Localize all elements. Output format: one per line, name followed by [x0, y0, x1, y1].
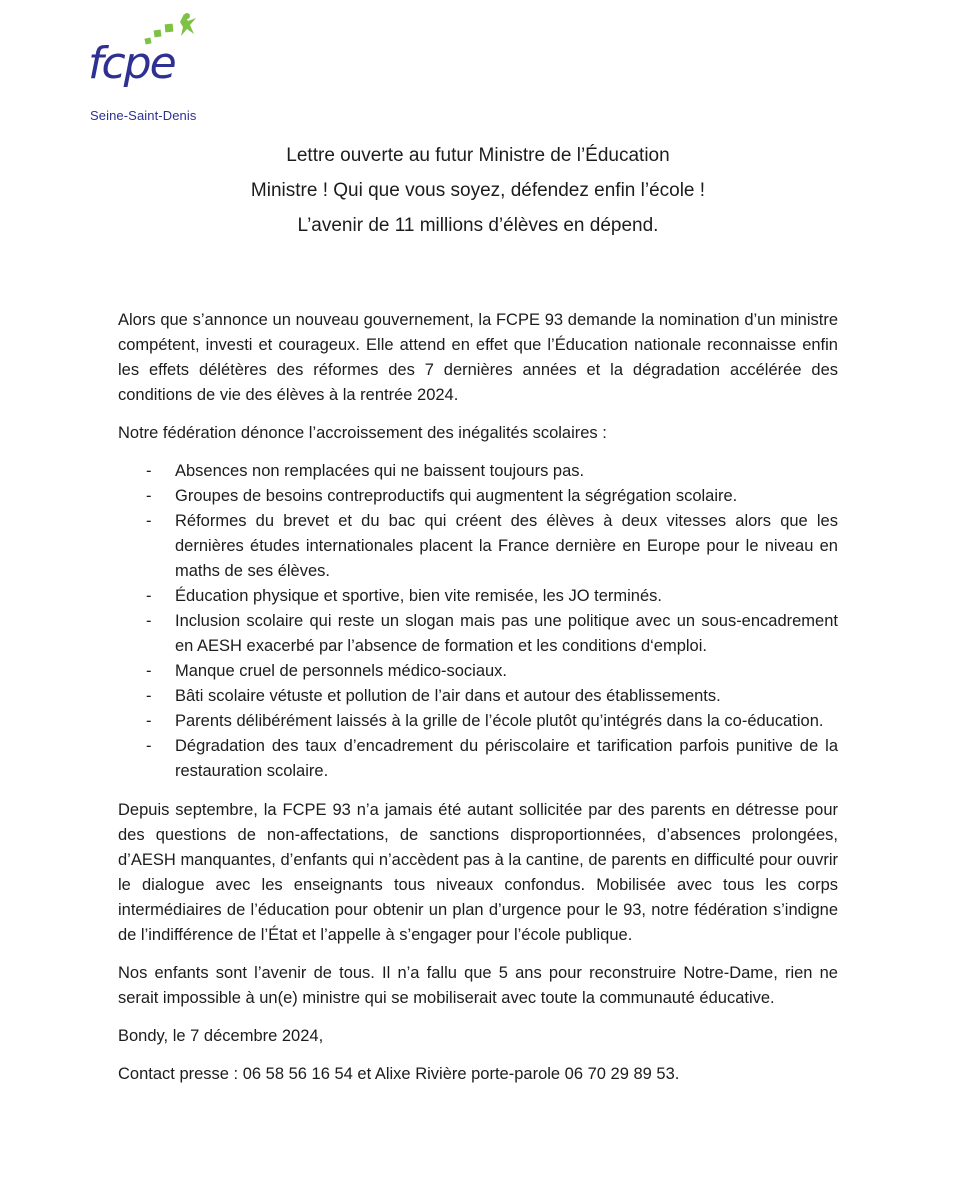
list-item-text: Bâti scolaire vétuste et pollution de l’air dans et autour des établissements.	[175, 687, 721, 705]
letter-headline: Ministre ! Qui que vous soyez, défendez enfin l’école !	[250, 180, 706, 201]
list-bullet: -	[146, 737, 152, 755]
list-item	[118, 684, 838, 709]
list-bullet: -	[146, 662, 152, 680]
list-item	[118, 709, 838, 734]
situation-paragraph: Depuis septembre, la FCPE 93 n’a jamais été autant sollicitée par des parents en détresse pour des questions de non-affectations, de sanctions disproportionnées, d’absences prolongées, d’AESH manquantes, d’enfants qui n’accèdent pas à la cantine, de parents en difficulté pour ouvrir le dialogue avec les enseignants tous niveaux confondus. Mobilisée avec tous les corps intermédiaires de l’éducation pour obtenir un plan d’urgence pour le 93, notre fédération s’indigne de l’indifférence de l’État et l’appelle à s’engager pour l’école publique.	[118, 801, 838, 944]
list-bullet: -	[146, 512, 152, 530]
list-bullet: -	[146, 612, 152, 630]
list-item	[118, 509, 838, 584]
list-intro: Notre fédération dénonce l’accroissement des inégalités scolaires :	[118, 424, 607, 442]
list-bullet: -	[146, 712, 152, 730]
date-line: Bondy, le 7 décembre 2024,	[118, 1027, 324, 1045]
list-item	[118, 659, 838, 684]
list-item-text: Absences non remplacées qui ne baissent toujours pas.	[175, 462, 585, 480]
press-contact: Contact presse : 06 58 56 16 54 et Alixe Rivière porte-parole 06 70 29 89 53.	[118, 1065, 680, 1083]
letter-titles	[0, 138, 956, 243]
fcpe-logo-mark	[88, 12, 208, 107]
list-bullet: -	[146, 462, 152, 480]
fcpe-logo	[88, 12, 208, 127]
letter-body	[118, 308, 838, 1100]
list-bullet: -	[146, 587, 152, 605]
grievance-list	[118, 459, 838, 784]
list-item-text: Groupes de besoins contreproductifs qui augmentent la ségrégation scolaire.	[175, 487, 738, 505]
intro-paragraph: Alors que s’annonce un nouveau gouvernement, la FCPE 93 demande la nomination d’un ministre compétent, investi et courageux. Elle attend en effet que l’Éducation nationale reconnaisse enfin les effets délétères des réformes des 7 dernières années et la dégradation accélérée des conditions de vie des élèves à la rentrée 2024.	[118, 311, 838, 404]
list-item	[118, 584, 838, 609]
list-item	[118, 484, 838, 509]
list-item-text: Parents délibérément laissés à la grille de l’école plutôt qu’intégrés dans la co-éducation.	[175, 712, 824, 730]
logo-subtitle: Seine-Saint-Denis	[90, 108, 197, 123]
list-item-text: Manque cruel de personnels médico-sociaux.	[175, 662, 508, 680]
list-bullet: -	[146, 687, 152, 705]
letter-subheadline: L’avenir de 11 millions d’élèves en dépend.	[297, 215, 659, 236]
list-item-text: Inclusion scolaire qui reste un slogan mais pas une politique avec un sous-encadrement en AESH exacerbé par l’absence de formation et les conditions d‘emploi.	[175, 612, 838, 655]
list-item-text: Éducation physique et sportive, bien vite remisée, les JO terminés.	[175, 587, 662, 605]
list-bullet: -	[146, 487, 152, 505]
list-item	[118, 734, 838, 784]
list-item-text: Dégradation des taux d’encadrement du périscolaire et tarification parfois punitive de la restauration scolaire.	[175, 737, 838, 780]
list-item-text: Réformes du brevet et du bac qui créent des élèves à deux vitesses alors que les dernières études internationales placent la France dernière en Europe pour le niveau en maths de ses élèves.	[175, 512, 838, 580]
list-item	[118, 459, 838, 484]
logo-wordmark: fcpe	[88, 38, 175, 89]
list-item	[118, 609, 838, 659]
letter-title: Lettre ouverte au futur Ministre de l’Éducation	[286, 145, 670, 166]
closing-paragraph: Nos enfants sont l’avenir de tous. Il n’a fallu que 5 ans pour reconstruire Notre-Dame, rien ne serait impossible à un(e) ministre qui se mobiliserait avec toute la communauté éducative.	[118, 964, 838, 1007]
